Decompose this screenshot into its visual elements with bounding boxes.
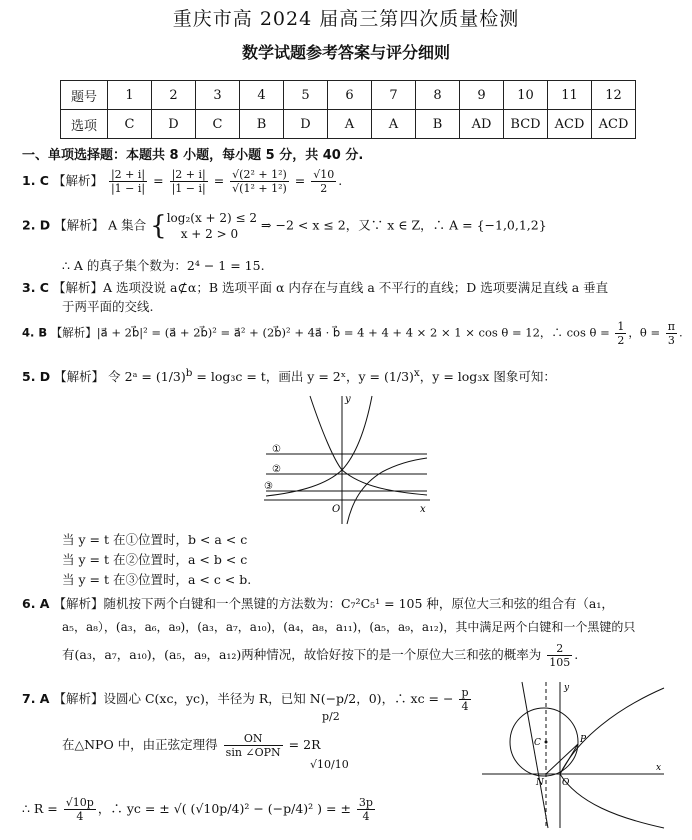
q3-solution — [22, 278, 608, 296]
denominator: |1 − i| — [110, 182, 146, 195]
numerator: √10 — [313, 168, 335, 181]
q7-p2: p/2 — [322, 710, 340, 723]
equals: = — [294, 173, 306, 188]
text: ∴ R = — [22, 801, 58, 816]
question-number: 5 — [284, 81, 328, 110]
fraction — [547, 642, 572, 669]
answer-cell: B — [416, 110, 460, 139]
q6-line3 — [62, 642, 578, 669]
analysis-tag: 【解析】 — [54, 369, 105, 385]
numerator: 1 — [617, 320, 625, 333]
numerator: 3p — [358, 796, 373, 809]
q5-case-2: 当 y = t 在②位置时，a < b < c — [62, 552, 248, 567]
question-label: 1. C — [22, 173, 49, 188]
equals: = — [153, 173, 164, 188]
text: 设圆心 C(xc，yc)，半径为 R，已知 N — [103, 691, 321, 706]
q7-solution: 7. A 【解析】设圆心 C(xc，yc)，半径为 R，已知 N(−p/2，0)，∴ xc = − $\frac{p}{4}$ — [22, 686, 469, 713]
text: ⇒ −2 < x ≤ 2，又∵ x ∈ Z，∴ A = {−1,0,1,2} — [261, 217, 547, 233]
table-row-label: 题号 — [61, 81, 108, 110]
question-label: 2. D — [22, 217, 51, 233]
text: |a⃗ + 2b⃗|² = (a⃗ + 2b⃗)² = a⃗² + (2b⃗)² + 4a⃗ · b⃗ = 4 + 4 + 4 × 2 × 1 × cos θ = 12，∴ cos θ = — [96, 325, 610, 340]
c-label: C — [534, 738, 541, 748]
page-title: 重庆市高 2024 届高三第四次质量检测 — [172, 8, 520, 30]
text: ，∴ yc = ± √( (√10p/4)² − (−p/4)² ) = ± — [97, 801, 351, 816]
text: ，θ = — [628, 325, 661, 340]
denominator: 105 — [549, 656, 571, 669]
text: 在△NPO 中，由正弦定理得 — [62, 737, 218, 752]
question-number: 8 — [416, 81, 460, 110]
analysis-tag: 【解析】 — [53, 691, 104, 706]
curve-2x — [266, 396, 372, 496]
table-row — [61, 110, 636, 139]
parabola-lower — [560, 774, 664, 828]
denominator: |1 − i| — [171, 182, 206, 195]
question-label: 6. A — [22, 596, 50, 611]
y-label: y — [564, 683, 570, 693]
fraction — [615, 320, 626, 347]
equals: = — [213, 173, 225, 188]
denominator: 4 — [362, 810, 370, 823]
numerator: ON — [224, 732, 283, 746]
q2-solution: 2. D 【解析】 A 集合 { log₂(x + 2) ≤ 2 x + 2 > 0 ⇒ −2 < x ≤ 2，又∵ x ∈ Z，∴ A = {−1,0,1,2} — [22, 211, 547, 241]
table-row-label: 选项 — [61, 110, 108, 139]
q5-case-3: 当 y = t 在③位置时，a < c < b. — [62, 572, 252, 587]
o-label: O — [562, 778, 570, 788]
fraction — [64, 796, 96, 823]
question-number: 6 — [328, 81, 372, 110]
answer-cell: B — [240, 110, 284, 139]
text: 随机按下两个白键和一个黑键的方法数为：C₇²C₅¹ = 105 种，原位大三和弦的组合有（a₁， — [103, 596, 614, 611]
numerator: p — [461, 686, 469, 699]
question-number: 3 — [196, 81, 240, 110]
answer-cell: C — [108, 110, 152, 139]
label-2: ② — [272, 464, 281, 475]
point-n: −p/2，0 — [325, 691, 377, 706]
denominator: 4 — [461, 700, 469, 713]
q6-solution — [22, 594, 614, 612]
fraction — [170, 168, 208, 195]
text: A 选项没说 a⊄α；B 选项平面 α 内存在与直线 a 不平行的直线；D 选项要满足直线 a 垂直 — [102, 280, 609, 295]
question-label: 7. A — [22, 691, 50, 706]
condition: log₂(x + 2) ≤ 2 — [166, 211, 258, 225]
text: ，∴ xc = − — [381, 691, 454, 706]
answer-cell: C — [196, 110, 240, 139]
denominator: sin ∠OPN — [225, 746, 281, 759]
q7-graph — [478, 678, 668, 833]
answer-cell: ACD — [548, 110, 592, 139]
parabola-upper — [560, 688, 664, 774]
numerator: |2 + i| — [110, 168, 146, 181]
text: A 集合 — [108, 217, 147, 233]
text: . — [574, 647, 579, 662]
numerator: |2 + i| — [171, 168, 206, 181]
q7-line3 — [22, 796, 377, 823]
q4-solution — [22, 320, 683, 347]
fraction — [666, 320, 677, 347]
fraction — [224, 732, 283, 759]
numerator: √10p — [65, 796, 94, 809]
circle-c — [510, 708, 578, 776]
question-label: 5. D — [22, 369, 51, 385]
question-number: 2 — [152, 81, 196, 110]
question-number: 1 — [108, 81, 152, 110]
question-number: 7 — [372, 81, 416, 110]
denominator: 2 — [617, 334, 625, 347]
p-label: P — [580, 735, 587, 745]
analysis-tag: 【解析】 — [52, 280, 103, 295]
q7-s10: √10/10 — [310, 758, 349, 771]
denominator: 2 — [320, 182, 328, 195]
answer-cell: AD — [460, 110, 504, 139]
q7-line2 — [62, 732, 320, 759]
q5-case-1: 当 y = t 在①位置时，b < a < c — [62, 532, 248, 547]
question-number: 4 — [240, 81, 284, 110]
q1-solution: 1. C 【解析】 $\frac{|2 + i|}{|1 - i|}$ = $\frac{|2 + i|}{|1 - i|}$ = $\frac{\text{√(2² + 1²)}}{\text{√(1² + 1²)}}$ = $\frac{√10}{2}$ . — [22, 168, 343, 195]
y-label: y — [345, 394, 351, 405]
base-expression: (1/3) — [384, 369, 414, 385]
analysis-tag: 【解析】 — [54, 217, 105, 233]
denominator: 4 — [76, 810, 84, 823]
section-heading: 一、单项选择题：本题共 8 小题，每小题 5 分，共 40 分. — [22, 148, 364, 163]
question-label: 4. B — [22, 325, 48, 340]
tangent-line — [522, 682, 548, 828]
question-number: 10 — [504, 81, 548, 110]
table-row — [61, 81, 636, 110]
numerator: π — [667, 320, 675, 333]
answer-table — [60, 80, 636, 139]
q2-line2: ∴ A 的真子集个数为：2⁴ − 1 = 15. — [62, 258, 265, 273]
fraction — [230, 168, 289, 195]
question-number: 11 — [548, 81, 592, 110]
answer-cell: D — [152, 110, 196, 139]
q6-line2: a₅，a₈），(a₃，a₆，a₉)，(a₃，a₇，a₁₀)，(a₄，a₈，a₁₁)，(a₅，a₉，a₁₂)，其中满足两个白键和一个黑键的只 — [62, 620, 636, 634]
fraction — [459, 686, 470, 713]
question-number: 12 — [592, 81, 636, 110]
answer-cell: A — [372, 110, 416, 139]
n-label: N — [536, 778, 544, 788]
analysis-tag: 【解析】 — [53, 596, 104, 611]
text: = 2R — [288, 737, 321, 752]
question-number: 9 — [460, 81, 504, 110]
label-3: ③ — [264, 481, 273, 492]
page-subtitle: 数学试题参考答案与评分细则 — [241, 43, 450, 62]
numerator: √(2² + 1²) — [232, 168, 287, 181]
fraction — [311, 168, 336, 195]
q5-graph — [262, 392, 432, 527]
analysis-tag: 【解析】 — [52, 173, 103, 188]
denominator: √(1² + 1²) — [232, 182, 287, 195]
fraction — [109, 168, 147, 195]
q5-solution: 5. D 【解析】 令 2ᵃ = $(1/3)^b = \log_3c = t$，画出 y = 2ˣ，$y = (1/3)^x$，y = log₃x 图象可知： — [22, 367, 556, 385]
text: . — [678, 325, 683, 340]
question-label: 3. C — [22, 280, 49, 295]
base-expression: (1/3) — [155, 369, 186, 385]
analysis-tag: 【解析】 — [50, 325, 97, 340]
answer-cell: ACD — [592, 110, 636, 139]
text: 令 2ᵃ = — [108, 369, 152, 385]
x-label: x — [420, 504, 426, 515]
center-point — [545, 741, 548, 744]
answer-cell: D — [284, 110, 328, 139]
origin-label: O — [332, 504, 341, 515]
condition: x + 2 > 0 — [180, 227, 239, 241]
text: = log₃c = t，画出 y = 2ˣ，y = — [196, 369, 381, 385]
numerator: 2 — [547, 642, 572, 656]
text: ，y = log₃x 图象可知： — [419, 369, 556, 385]
label-1: ① — [272, 444, 281, 455]
denominator: 3 — [667, 334, 675, 347]
x-label: x — [656, 763, 662, 773]
answer-cell: A — [328, 110, 372, 139]
text: 有(a₃，a₇，a₁₀)，(a₅，a₉，a₁₂)两种情况，故恰好按下的是一个原位大三和弦的概率为 — [62, 647, 542, 662]
q3-line2: 于两平面的交线. — [62, 299, 154, 314]
answer-cell: BCD — [504, 110, 548, 139]
fraction — [357, 796, 375, 823]
